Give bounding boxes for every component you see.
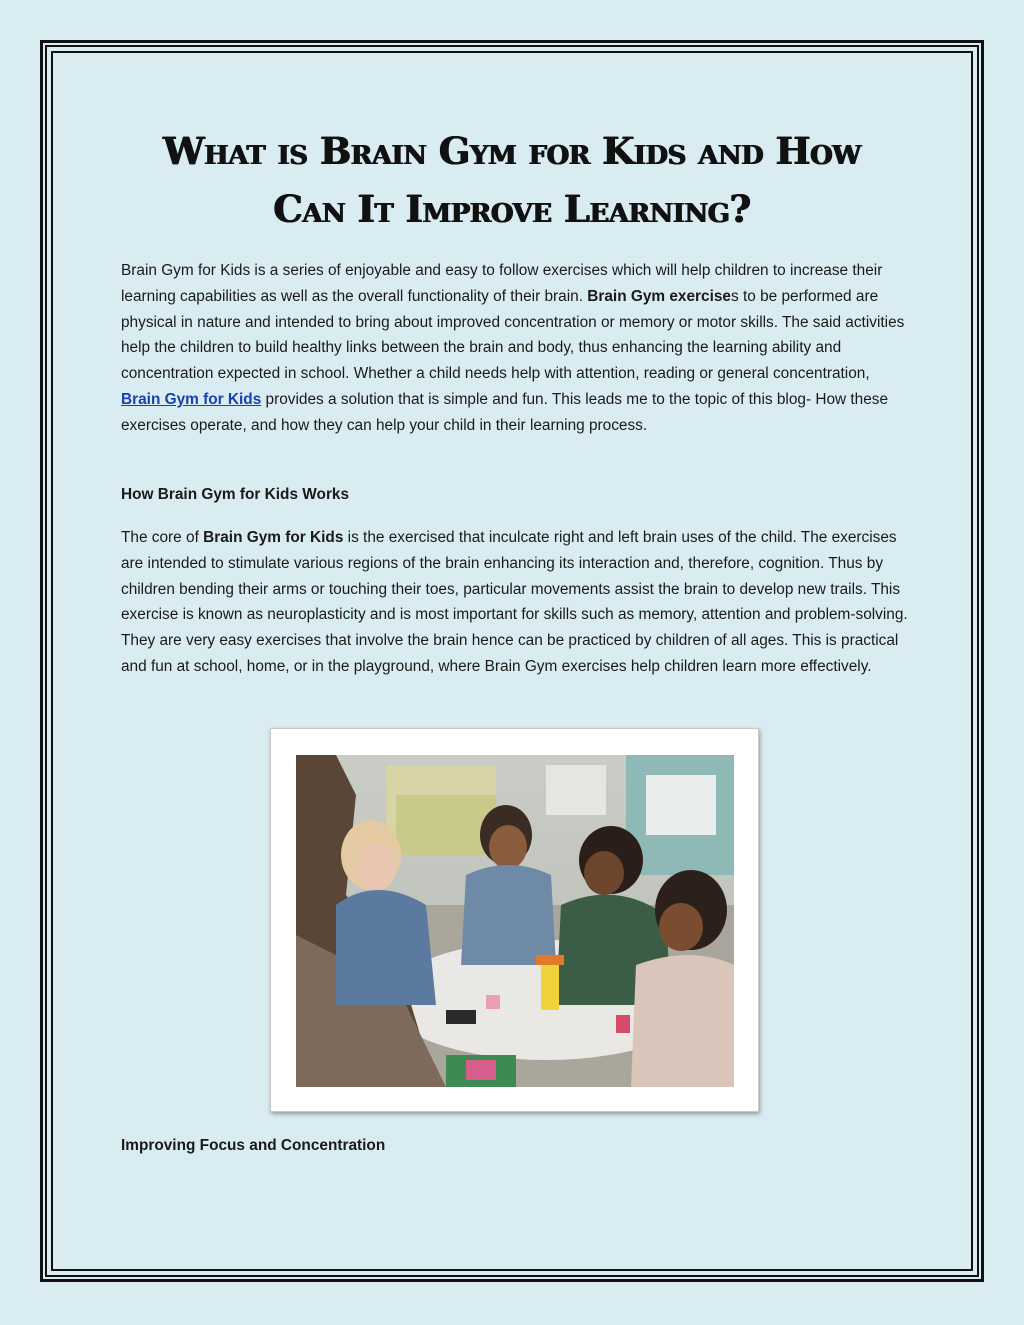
how-text-1: The core of <box>121 529 204 546</box>
intro-text-2: s to be performed are physical in nature and intended to bring about improved concentration or memory or motor skills. The said activities help the children to build healthy links between the brain and body, thus enhancing the learning ability and concentration expected in school. Whether a child needs help with attention, reading or general concentration, <box>121 287 905 383</box>
section-heading-how-it-works: How Brain Gym for Kids Works <box>121 486 350 503</box>
section-heading-focus: Improving Focus and Concentration <box>121 1137 386 1154</box>
title-line-2: Can It Improve Learning? <box>273 187 751 231</box>
photo-illustration <box>296 755 734 1087</box>
intro-text-3: provides a solution that is simple and fun. This leads me to the topic of this blog- How these exercises operate, and how they can help your child in their learning process. <box>121 390 889 434</box>
title-line-1: What is Brain Gym for Kids and How <box>163 129 861 173</box>
photo-frame <box>270 728 759 1112</box>
how-text-2: is the exercised that inculcate right and left brain uses of the child. The exercises are intended to stimulate various regions of the brain enhancing its interaction and, therefore, cognition. Thus by children bending their arms or touching their toes, particular movements assist the brain to develop new trails. This exercise is known as neuroplasticity and is most important for skills such as memory, attention and problem-solving. They are very easy exercises that involve the brain hence can be practiced by children of all ages. This is practical and fun at school, home, or in the playground, where Brain Gym exercises help children learn more effectively. <box>121 529 908 675</box>
how-it-works-paragraph <box>121 525 911 680</box>
intro-bold-term: Brain Gym exercise <box>587 287 731 305</box>
children-playing-photo <box>296 755 734 1087</box>
how-bold-term: Brain Gym for Kids <box>203 529 344 546</box>
intro-paragraph <box>121 258 911 439</box>
intro-text-1: Brain Gym for Kids is a series of enjoyable and easy to follow exercises which will help children to increase their learning capabilities as well as the overall functionality of their brain. <box>121 262 883 305</box>
brain-gym-link[interactable]: Brain Gym for Kids <box>121 390 262 408</box>
page-title <box>100 122 924 238</box>
